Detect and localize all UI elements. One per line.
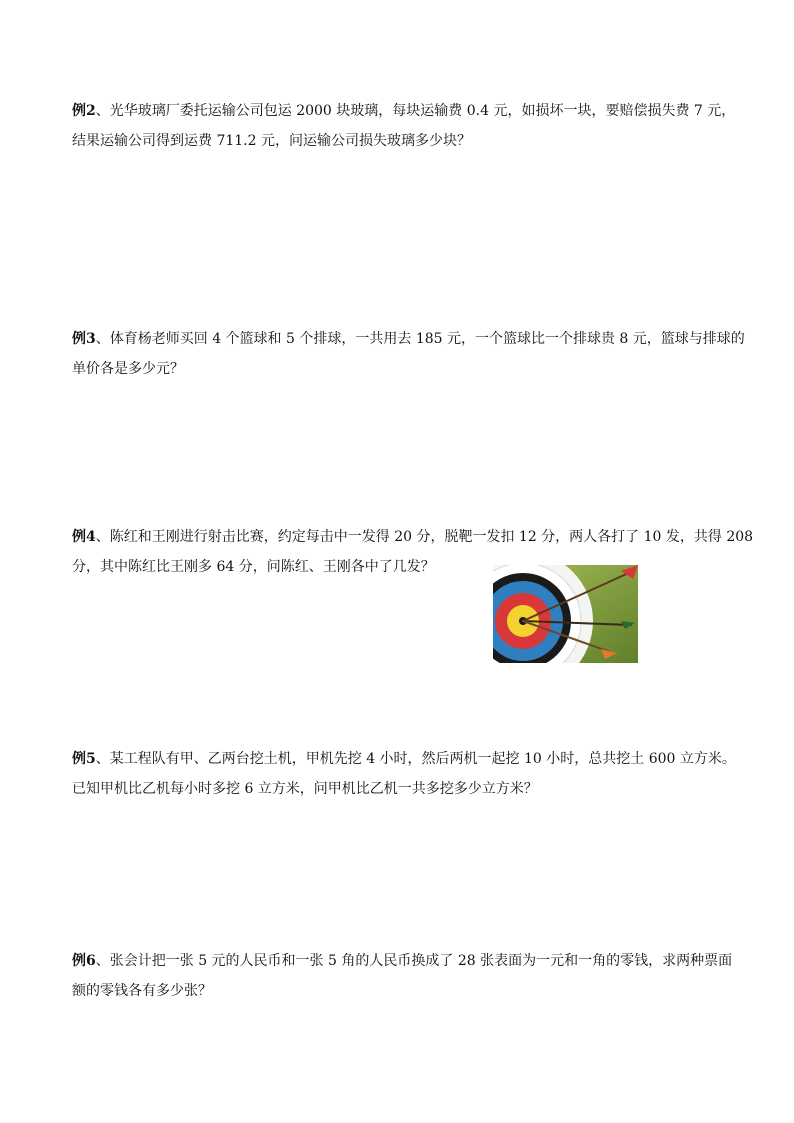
problem-text-line: 已知甲机比乙机每小时多挖 6 立方米，问甲机比乙机一共多挖多少立方米？ — [72, 781, 538, 797]
problem-text-line: 、体育杨老师买回 4 个篮球和 5 个排球，一共用去 185 元，一个篮球比一个排球贵 8 元，篮球与排球的 — [95, 331, 745, 347]
problem-text-line: 额的零钱各有多少张？ — [72, 983, 212, 999]
problem-number: 例4 — [72, 529, 96, 545]
target-face — [493, 565, 593, 663]
problem-text-line: 、某工程队有甲、乙两台挖土机，甲机先挖 4 小时，然后两机一起挖 10 小时，总共挖土 600 立方米。 — [95, 751, 736, 767]
problem-2 — [72, 96, 736, 156]
problem-text-line: 单价各是多少元？ — [72, 361, 184, 377]
problem-number: 例3 — [72, 331, 96, 347]
problem-number: 例6 — [72, 953, 96, 969]
archery-target-image — [493, 565, 638, 663]
problem-6 — [72, 946, 733, 1006]
problem-text-line: 分，其中陈红比王刚多 64 分，问陈红、王刚各中了几发？ — [72, 559, 435, 575]
problem-text-line: 、张会计把一张 5 元的人民币和一张 5 角的人民币换成了 28 张表面为一元和一角的零钱，求两种票面 — [95, 953, 733, 969]
problem-text-line: 结果运输公司得到运费 711.2 元，问运输公司损失玻璃多少块？ — [72, 133, 471, 149]
problem-text-line: 、光华玻璃厂委托运输公司包运 2000 块玻璃，每块运输费 0.4 元，如损坏一块，要赔偿损失费 7 元， — [95, 103, 736, 119]
problem-text-line: 、陈红和王刚进行射击比赛，约定每击中一发得 20 分，脱靶一发扣 12 分，两人各打了 10 发，共得 208 — [95, 529, 754, 545]
problem-3 — [72, 324, 745, 384]
problem-number: 例5 — [72, 751, 96, 767]
problem-5 — [72, 744, 736, 804]
problem-number: 例2 — [72, 103, 96, 119]
